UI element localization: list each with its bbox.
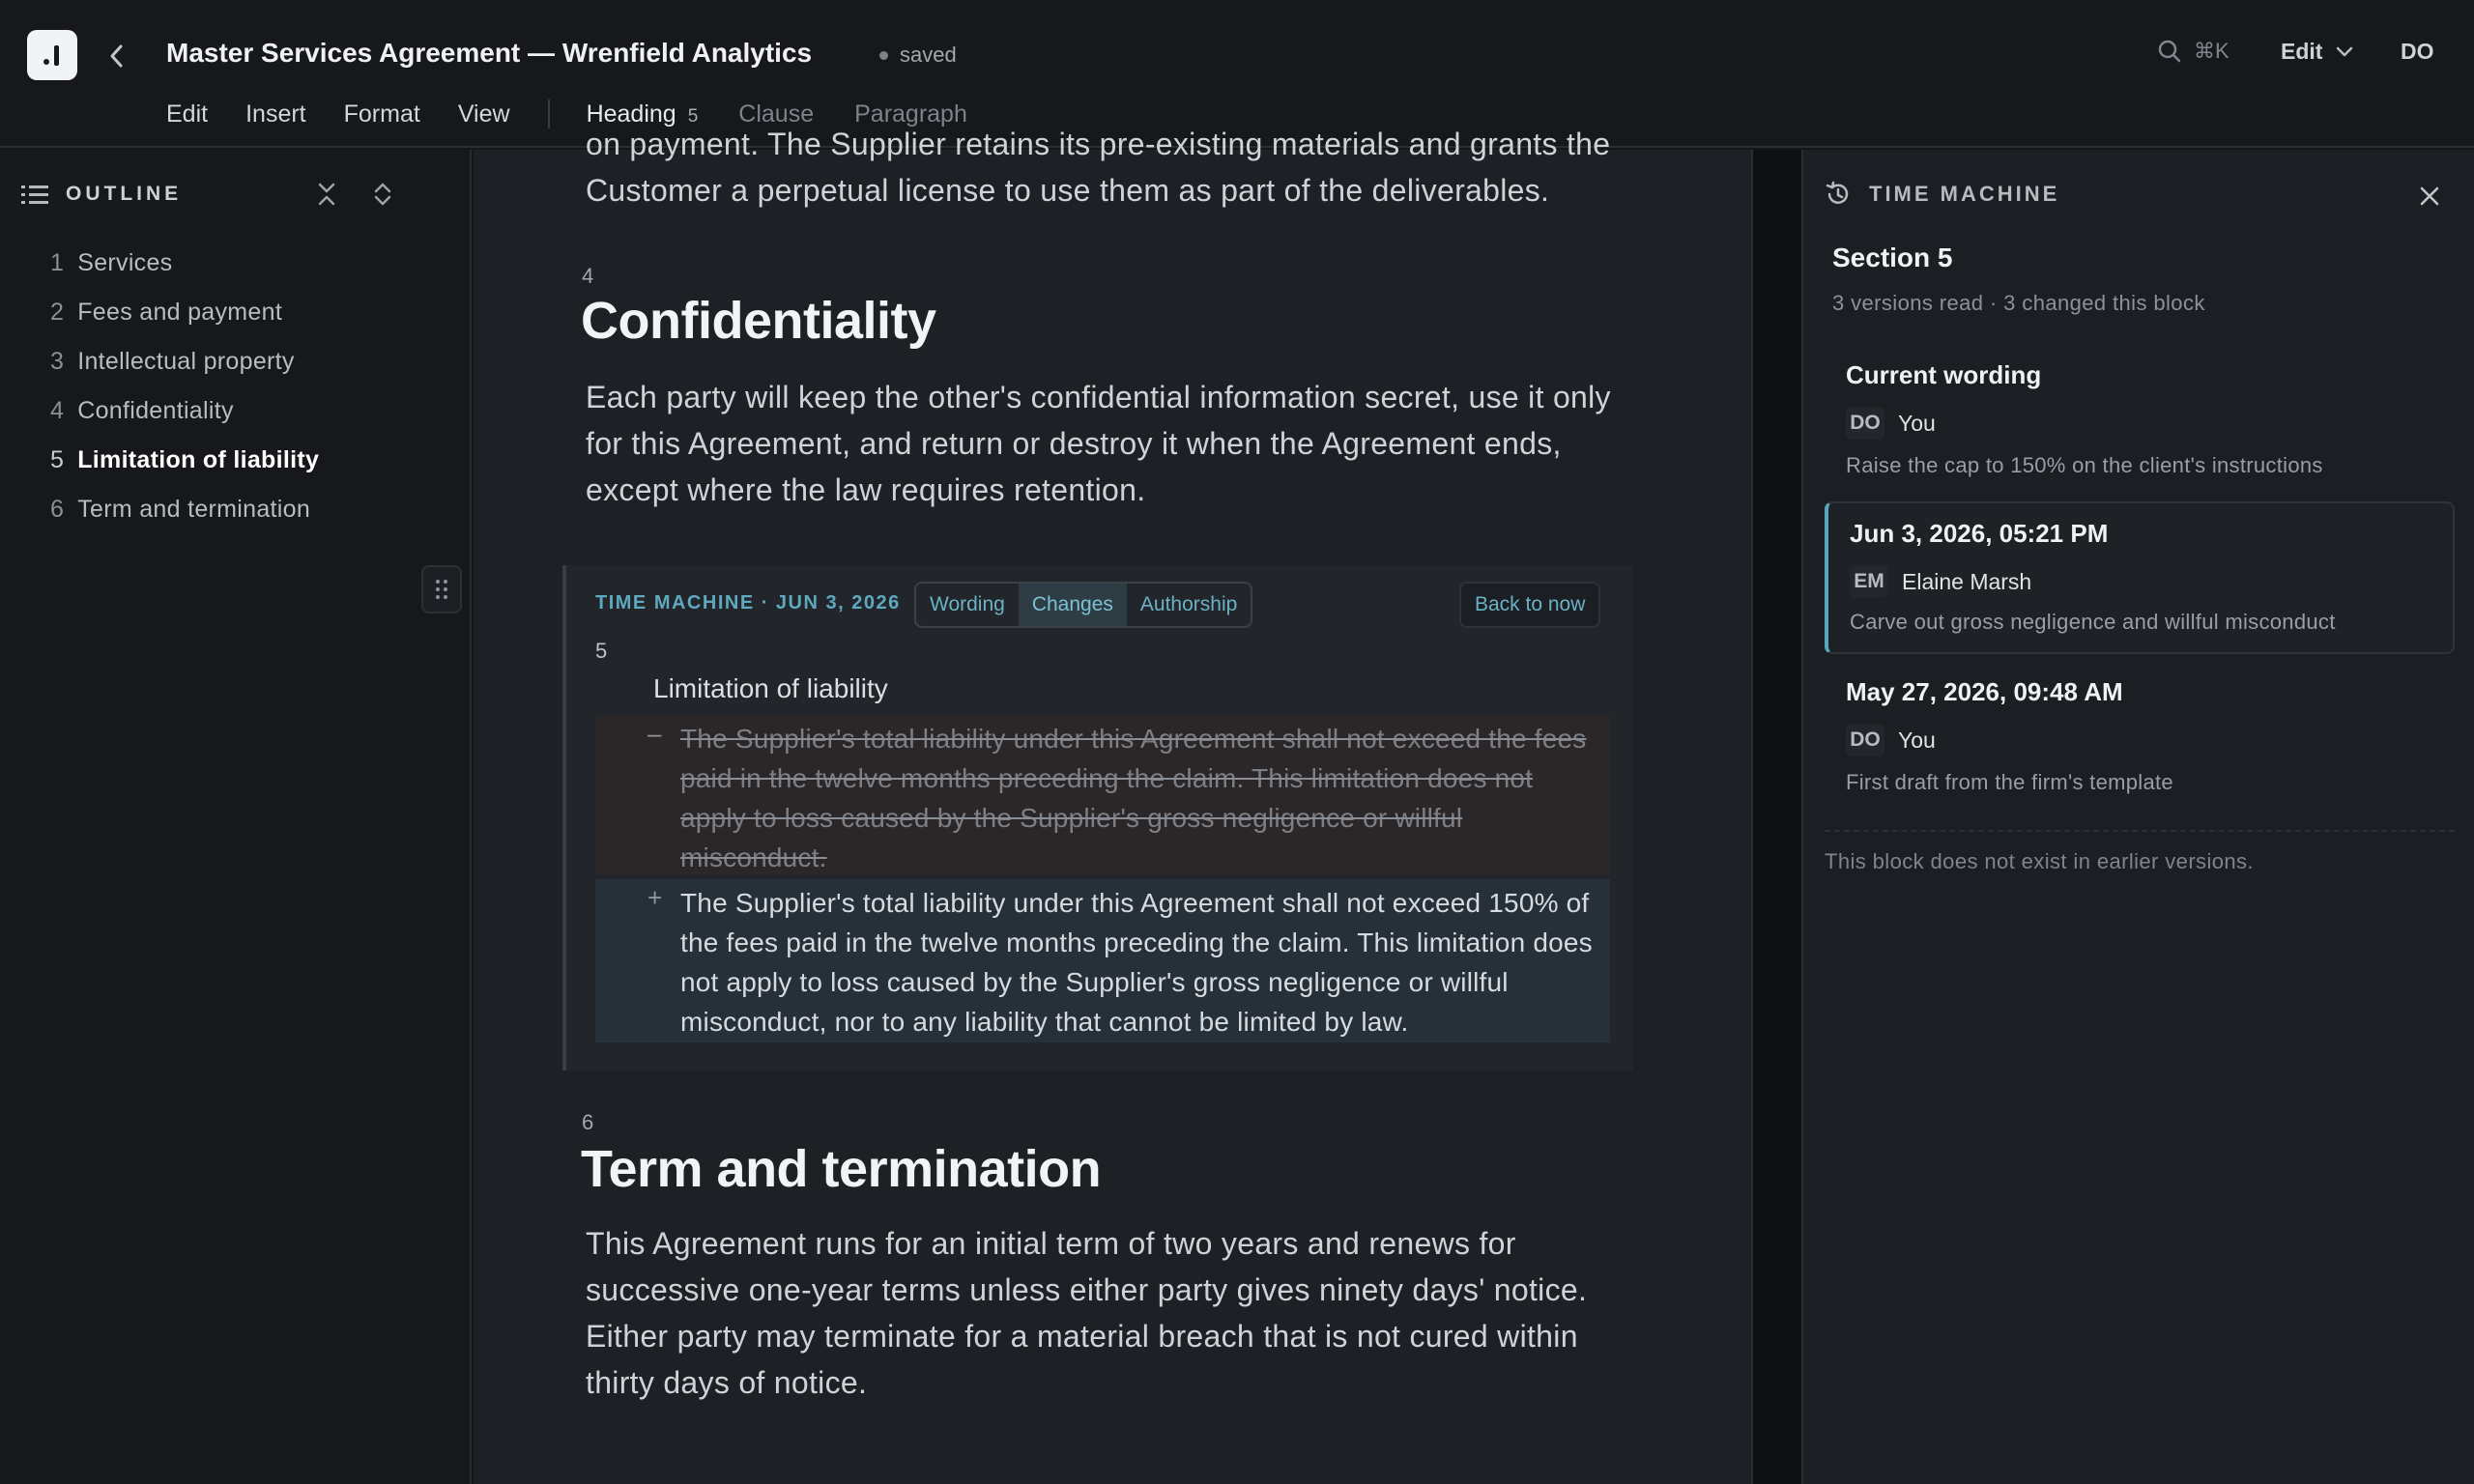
- tab-wording[interactable]: Wording: [930, 593, 1005, 615]
- panel-footnote: This block does not exist in earlier versions.: [1825, 849, 2254, 873]
- outline-item-confidentiality[interactable]: [50, 386, 319, 436]
- diff-added-text: The Supplier's total liability under this Agreement shall not exceed 150% of the fees paid in the twelve months preceding the claim. This limitation does not apply to loss caused by the Supplier's gross negligence or willful misconduct, nor to any liability that cannot be limited by law.: [680, 888, 1593, 1037]
- drag-handle-icon: [435, 579, 448, 600]
- block-number: 5: [595, 639, 608, 663]
- paragraph-confidentiality[interactable]: Each party will keep the other's confidential information secret, use it only for this Agreement, and return or destroy it when the Agreement ends, except where the law requires retention.: [586, 380, 1611, 507]
- outline-item-liability[interactable]: [50, 436, 319, 485]
- tab-authorship[interactable]: Authorship: [1139, 593, 1238, 615]
- version-item[interactable]: [1825, 660, 2455, 814]
- chevron-left-icon: [108, 43, 126, 69]
- outline-header: [21, 183, 182, 206]
- version-author: [1846, 724, 1936, 756]
- mode-dropdown[interactable]: [2281, 39, 2353, 65]
- outline-item-label: Intellectual property: [77, 348, 295, 375]
- outline-item-fees[interactable]: [50, 288, 319, 337]
- avatar: DO: [1846, 724, 1884, 756]
- menu-insert[interactable]: Insert: [245, 100, 306, 128]
- panel-summary: 3 versions read · 3 changed this block: [1832, 291, 2205, 315]
- back-button[interactable]: [101, 37, 133, 75]
- version-message: Raise the cap to 150% on the client's instructions: [1846, 453, 2323, 477]
- back-to-now-button[interactable]: Back to now: [1459, 582, 1600, 628]
- version-author: [1850, 565, 2031, 598]
- status-dot-icon: [879, 51, 888, 60]
- outline-item-number: 4: [50, 397, 65, 424]
- outline-item-label: Confidentiality: [77, 397, 234, 424]
- version-item[interactable]: [1825, 343, 2455, 488]
- version-title: May 27, 2026, 09:48 AM: [1846, 677, 2123, 706]
- version-author-name: You: [1898, 410, 1936, 436]
- block-style-label: Heading: [586, 100, 676, 128]
- list-icon: [21, 183, 48, 206]
- avatar: EM: [1850, 565, 1888, 598]
- document-title[interactable]: Master Services Agreement — Wrenfield Analytics: [166, 38, 813, 68]
- block-style-clause[interactable]: Clause: [738, 100, 815, 128]
- outline-item-ip[interactable]: [50, 337, 319, 386]
- outline-item-number: 3: [50, 348, 65, 375]
- version-title: Jun 3, 2026, 05:21 PM: [1850, 519, 2109, 548]
- tab-changes[interactable]: Changes: [1019, 584, 1127, 626]
- outline-item-term[interactable]: [50, 485, 319, 534]
- search-button[interactable]: [2157, 39, 2229, 64]
- version-title: Current wording: [1846, 360, 2042, 389]
- document-canvas: [474, 127, 1753, 1484]
- save-status-label: saved: [900, 43, 957, 67]
- time-machine-panel-header: [1825, 181, 2059, 208]
- outline-item-number: 1: [50, 249, 65, 276]
- paragraph-partial-bottom[interactable]: Customer a perpetual license to use them as part of the deliverables.: [586, 173, 1550, 208]
- outline-item-label: Limitation of liability: [77, 446, 320, 473]
- expand-all-button[interactable]: [367, 179, 398, 210]
- diff-removed-sign: –: [647, 719, 662, 748]
- history-icon: [1825, 181, 1852, 208]
- time-machine-view-tabs: [914, 582, 1252, 628]
- chevron-down-icon: [2336, 46, 2353, 58]
- time-machine-panel-title: TIME MACHINE: [1869, 182, 2060, 206]
- panel-section-title: Section 5: [1832, 243, 1953, 272]
- diff-added: [595, 879, 1610, 1042]
- heading-level: 5: [687, 105, 699, 127]
- block-heading: Limitation of liability: [653, 673, 888, 703]
- menu-view[interactable]: View: [457, 100, 510, 128]
- paragraph-term[interactable]: This Agreement runs for an initial term of two years and renews for successive one-year terms unless either party gives ninety days' notice. Either party may terminate for a material breach that is not cured within thirty days of notice.: [586, 1226, 1588, 1400]
- avatar: DO: [1846, 407, 1884, 440]
- time-machine-card-title: TIME MACHINE · JUN 3, 2026: [595, 592, 901, 614]
- save-status: [879, 43, 957, 68]
- outline-item-number: 5: [50, 446, 65, 473]
- version-message: First draft from the firm's template: [1846, 770, 2173, 794]
- version-item-selected[interactable]: [1825, 501, 2455, 654]
- outline-item-label: Fees and payment: [77, 299, 283, 326]
- search-icon: [2157, 39, 2182, 64]
- outline-item-label: Services: [77, 249, 173, 276]
- collapse-all-icon: [316, 182, 337, 207]
- avatar[interactable]: DO: [2401, 39, 2434, 64]
- search-shortcut: ⌘K: [2194, 39, 2229, 63]
- collapse-all-button[interactable]: [311, 179, 342, 210]
- block-style-paragraph[interactable]: Paragraph: [854, 100, 967, 128]
- expand-all-icon: [372, 182, 393, 207]
- menu-divider: [548, 100, 550, 128]
- section-heading-term[interactable]: Term and termination: [581, 1140, 1102, 1198]
- section-heading-confidentiality[interactable]: Confidentiality: [581, 292, 936, 350]
- section-number: 6: [582, 1110, 594, 1134]
- time-machine-panel: [1801, 150, 2474, 1484]
- time-machine-card: [562, 565, 1633, 1070]
- outline-title: OUTLINE: [66, 183, 183, 205]
- menu-edit[interactable]: Edit: [166, 100, 209, 128]
- panel-gap: [1753, 150, 1801, 1484]
- outline-item-services[interactable]: [50, 239, 319, 288]
- diff-added-sign: +: [647, 883, 663, 912]
- close-button[interactable]: [2416, 183, 2443, 210]
- outline-item-number: 6: [50, 496, 65, 523]
- version-message: Carve out gross negligence and willful misconduct: [1850, 610, 2336, 634]
- diff-removed-text: The Supplier's total liability under this Agreement shall not exceed the fees paid in the twelve months preceding the claim. This limitation does not apply to loss caused by the Supplier's gross negligence or willful misconduct.: [680, 724, 1587, 872]
- paragraph-partial-top[interactable]: on payment. The Supplier retains its pre-existing materials and grants the: [586, 127, 1611, 161]
- version-author-name: Elaine Marsh: [1902, 568, 2032, 594]
- panel-divider: [1825, 830, 2455, 832]
- close-icon: [2419, 186, 2440, 207]
- app-logo-icon[interactable]: [27, 30, 77, 80]
- section-number: 4: [582, 264, 594, 288]
- diff-removed: [595, 715, 1610, 874]
- outline-sidebar: [0, 150, 472, 1484]
- outline-list: [50, 239, 319, 534]
- version-author: [1846, 407, 1936, 440]
- menu-format[interactable]: Format: [343, 100, 420, 128]
- sidebar-resize-handle[interactable]: [421, 565, 462, 614]
- version-author-name: You: [1898, 727, 1936, 753]
- outline-item-number: 2: [50, 299, 65, 326]
- mode-label: Edit: [2281, 39, 2323, 64]
- outline-item-label: Term and termination: [77, 496, 311, 523]
